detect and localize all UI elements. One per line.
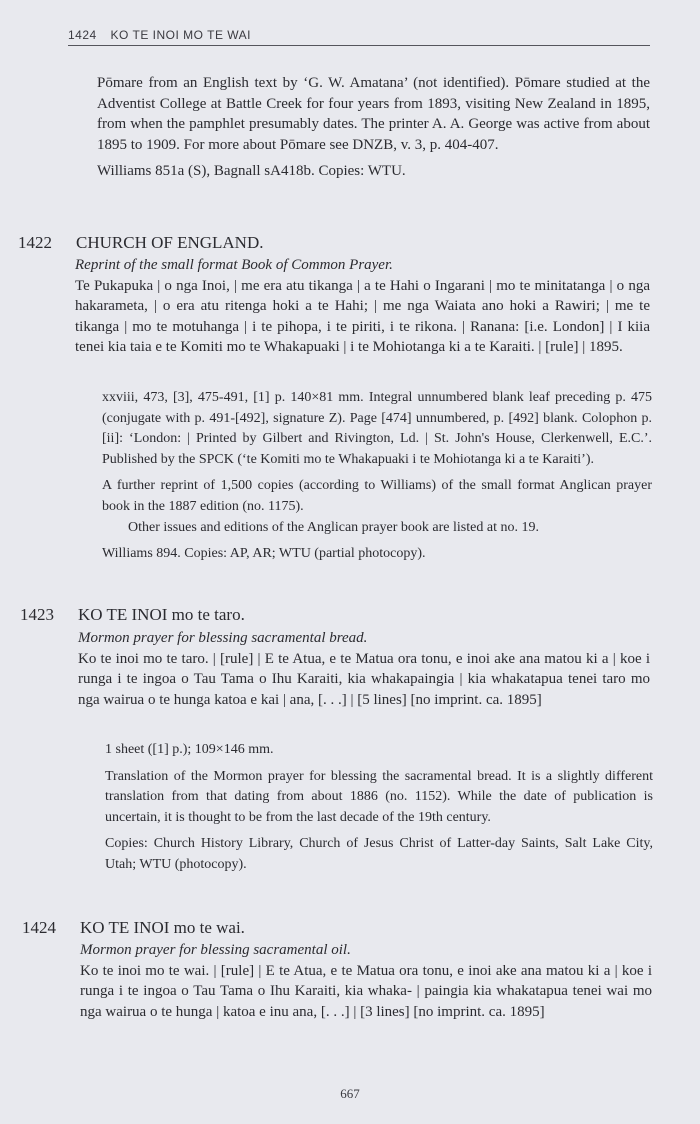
continuation-note: Pōmare from an English text by ‘G. W. Amatana’ (not identified). Pōmare studied at the Adventist College at Battle Creek for four years from 1893, visiting New Zealand in 1895, from when the pamphlet presumably dates. The printer A. A. George was active from about 1895 to 1909. For more about Pōmare see DNZB, v. 3, p. 404-407. [97,75,650,153]
entry-refs: Copies: Church History Library, Church of Jesus Christ of Latter-day Saints, Salt Lake City, Utah; WTU (photocopy). [105,836,653,872]
entry-heading [22,916,654,940]
entry-1423-body [78,628,650,710]
entry-1424-body [80,940,652,1022]
header-running-title: KO TE INOI MO TE WAI [110,28,252,42]
entry-collation: 1 sheet ([1] p.); 109×146 mm. [105,742,274,757]
entry-heading-text: KO TE INOI mo te taro. [78,605,245,624]
entry-subtitle: Mormon prayer for blessing sacramental oil. [80,942,351,958]
entry-refs: Williams 894. Copies: AP, AR; WTU (partial photocopy). [102,546,426,562]
entry-title-text: Te Pukapuka | o nga Inoi, | me era atu tikanga | a te Hahi o Ingarani | mo te minitatanga | o nga hakarameta, | o era atu ritenga hoki a te Hahi; | me nga Waiata ano hoki a Rawiri; | me te tikanga | mo te motuhanga | i te pihopa, i te piriti, i te rikona. | Ranana: [i.e. London] | I kiia tenei kia taia e te Komiti mo te Whakapuaki | i te Mohiotanga ki a te Karaiti. | [rule] | 1895. [75,277,650,356]
entry-title-text: Ko te inoi mo te wai. | [rule] | E te Atua, e te Matua ora tonu, e inoi ake ana matou ki a | koe i runga i te ingoa o Tau Tama o Ihu Karaiti, kia whaka- | paingia kia whakatapua tenei wai mo nga wairua o te hunga | katoa e inu ana, [. . .] | [3 lines] [no imprint. ca. 1895] [80,962,652,1020]
entry-1422-details [102,388,652,565]
entry-1422-body [75,255,650,358]
entry-subtitle: Mormon prayer for blessing sacramental bread. [78,630,368,646]
entry-heading-text: KO TE INOI mo te wai. [80,918,245,937]
entry-number: 1422 [18,233,52,252]
entry-note-2: Other issues and editions of the Anglican prayer book are listed at no. 19. [128,519,539,535]
entry-note: A further reprint of 1,500 copies (according to Williams) of the small format Anglican prayer book in the 1887 edition (no. 1175). [102,478,652,514]
footer-page-number: 667 [340,1086,360,1101]
header-page-number: 1424 [68,28,97,42]
entry-number: 1423 [20,605,54,624]
entry-collation: xxviii, 473, [3], 475-491, [1] p. 140×81 mm. Integral unnumbered blank leaf preceding p. 475 (conjugate with p. 491-[492], signature Z). Page [474] unnumbered, p. [492] blank. Colophon p. [ii]: ‘London: | Printed by Gilbert and Rivington, Ld. | St. John's House, Clerkenwell, E.C.’. Published by the SPCK (‘te Komiti mo te Whakapuaki i te Mohiotanga ki a te Karaiti’). [102,390,652,467]
running-header [68,28,650,46]
entry-continuation [97,73,650,182]
page-footer [0,1086,700,1102]
entry-title-text: Ko te inoi mo te taro. | [rule] | E te Atua, e te Matua ora tonu, e inoi ake ana matou ki a | koe i runga i te ingoa o Tau Tama o Ihu Karaiti, kia whakapaingia | kia whakatapua tenei taro mo nga wairua o te hunga katoa e kai | ana, [. . .] | [5 lines] [no imprint. ca. 1895] [78,650,650,708]
continuation-refs: Williams 851a (S), Bagnall sA418b. Copies: WTU. [97,163,406,180]
entry-heading [18,231,650,255]
entry-1423-details [105,740,653,876]
entry-heading-text: CHURCH OF ENGLAND. [76,233,264,252]
entry-1423 [20,603,652,627]
entry-1422 [18,231,650,255]
entry-number: 1424 [22,918,56,937]
entry-subtitle: Reprint of the small format Book of Common Prayer. [75,257,393,273]
entry-1424 [22,916,654,940]
entry-note: Translation of the Mormon prayer for blessing the sacramental bread. It is a slightly different translation from that dating from about 1886 (no. 1152). While the date of publication is uncertain, it is thought to be from the last decade of the 19th century. [105,768,653,825]
entry-heading [20,603,652,627]
